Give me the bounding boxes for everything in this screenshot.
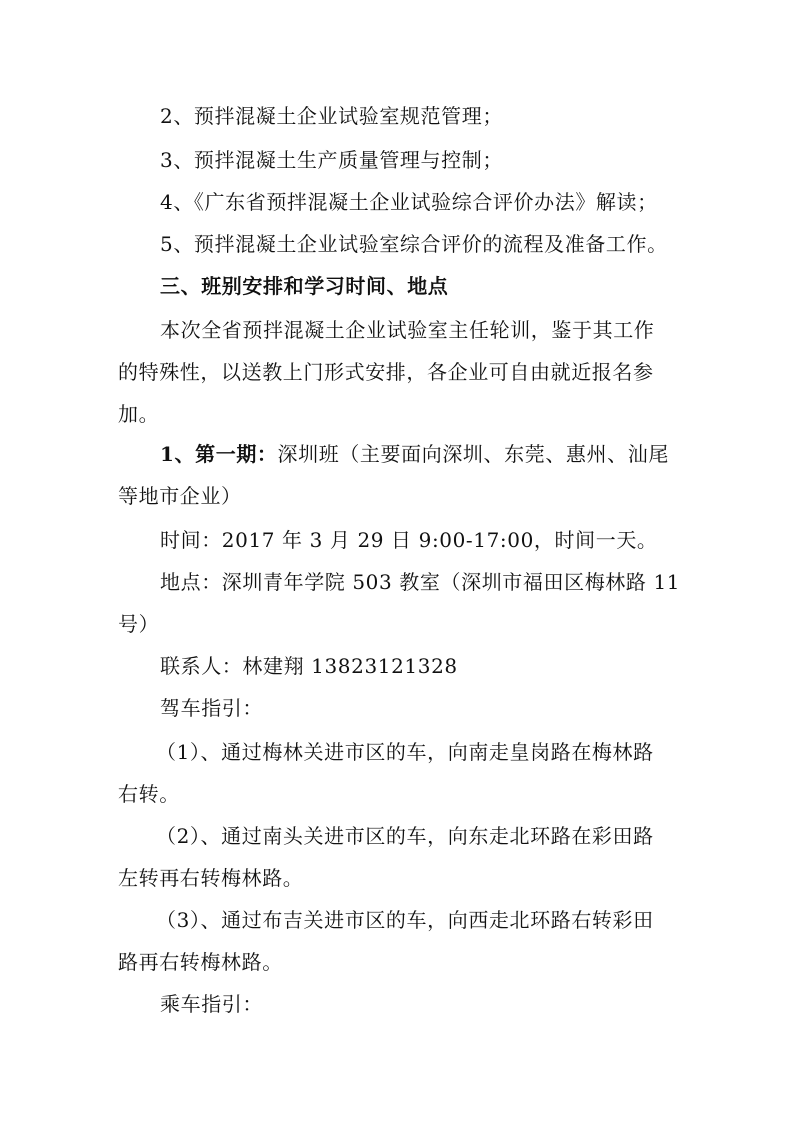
- drive-1-line-2: 右转。: [118, 782, 180, 806]
- session-place-2: 号）: [118, 612, 160, 636]
- session-label: 1、第一期：: [160, 442, 278, 466]
- intro-line-3: 加。: [118, 402, 160, 426]
- session-contact: 联系人：林建翔 13823121328: [160, 654, 458, 678]
- session-place-1: 地点：深圳青年学院 503 教室（深圳市福田区梅林路 11: [160, 570, 681, 594]
- item-2: 2、预拌混凝土企业试验室规范管理；: [160, 104, 503, 128]
- drive-3-line-1: （3）、通过布吉关进市区的车，向西走北环路右转彩田: [156, 908, 654, 932]
- item-4: 4、《广东省预拌混凝土企业试验综合评价办法》解读；: [160, 190, 658, 214]
- session-line-1: [160, 440, 669, 468]
- item-3: 3、预拌混凝土生产质量管理与控制；: [160, 148, 503, 172]
- drive-3-line-2: 路再右转梅林路。: [118, 950, 283, 974]
- drive-2-line-1: （2）、通过南头关进市区的车，向东走北环路在彩田路: [156, 824, 654, 848]
- drive-2-line-2: 左转再右转梅林路。: [118, 866, 304, 890]
- bus-title: 乘车指引：: [160, 992, 263, 1016]
- drive-title: 驾车指引：: [160, 696, 263, 720]
- session-line-2: 等地市企业）: [118, 484, 242, 508]
- section-heading: 三、班别安排和学习时间、地点: [160, 274, 449, 298]
- session-time: 时间：2017 年 3 月 29 日 9:00-17:00，时间一天。: [160, 528, 658, 552]
- intro-line-1: 本次全省预拌混凝土企业试验室主任轮训，鉴于其工作: [160, 318, 655, 342]
- item-5: 5、预拌混凝土企业试验室综合评价的流程及准备工作。: [160, 232, 668, 256]
- intro-line-2: 的特殊性，以送教上门形式安排，各企业可自由就近报名参: [118, 360, 654, 384]
- drive-1-line-1: （1）、通过梅林关进市区的车，向南走皇岗路在梅林路: [156, 740, 654, 764]
- session-desc: 深圳班（主要面向深圳、东莞、惠州、汕尾: [277, 442, 669, 466]
